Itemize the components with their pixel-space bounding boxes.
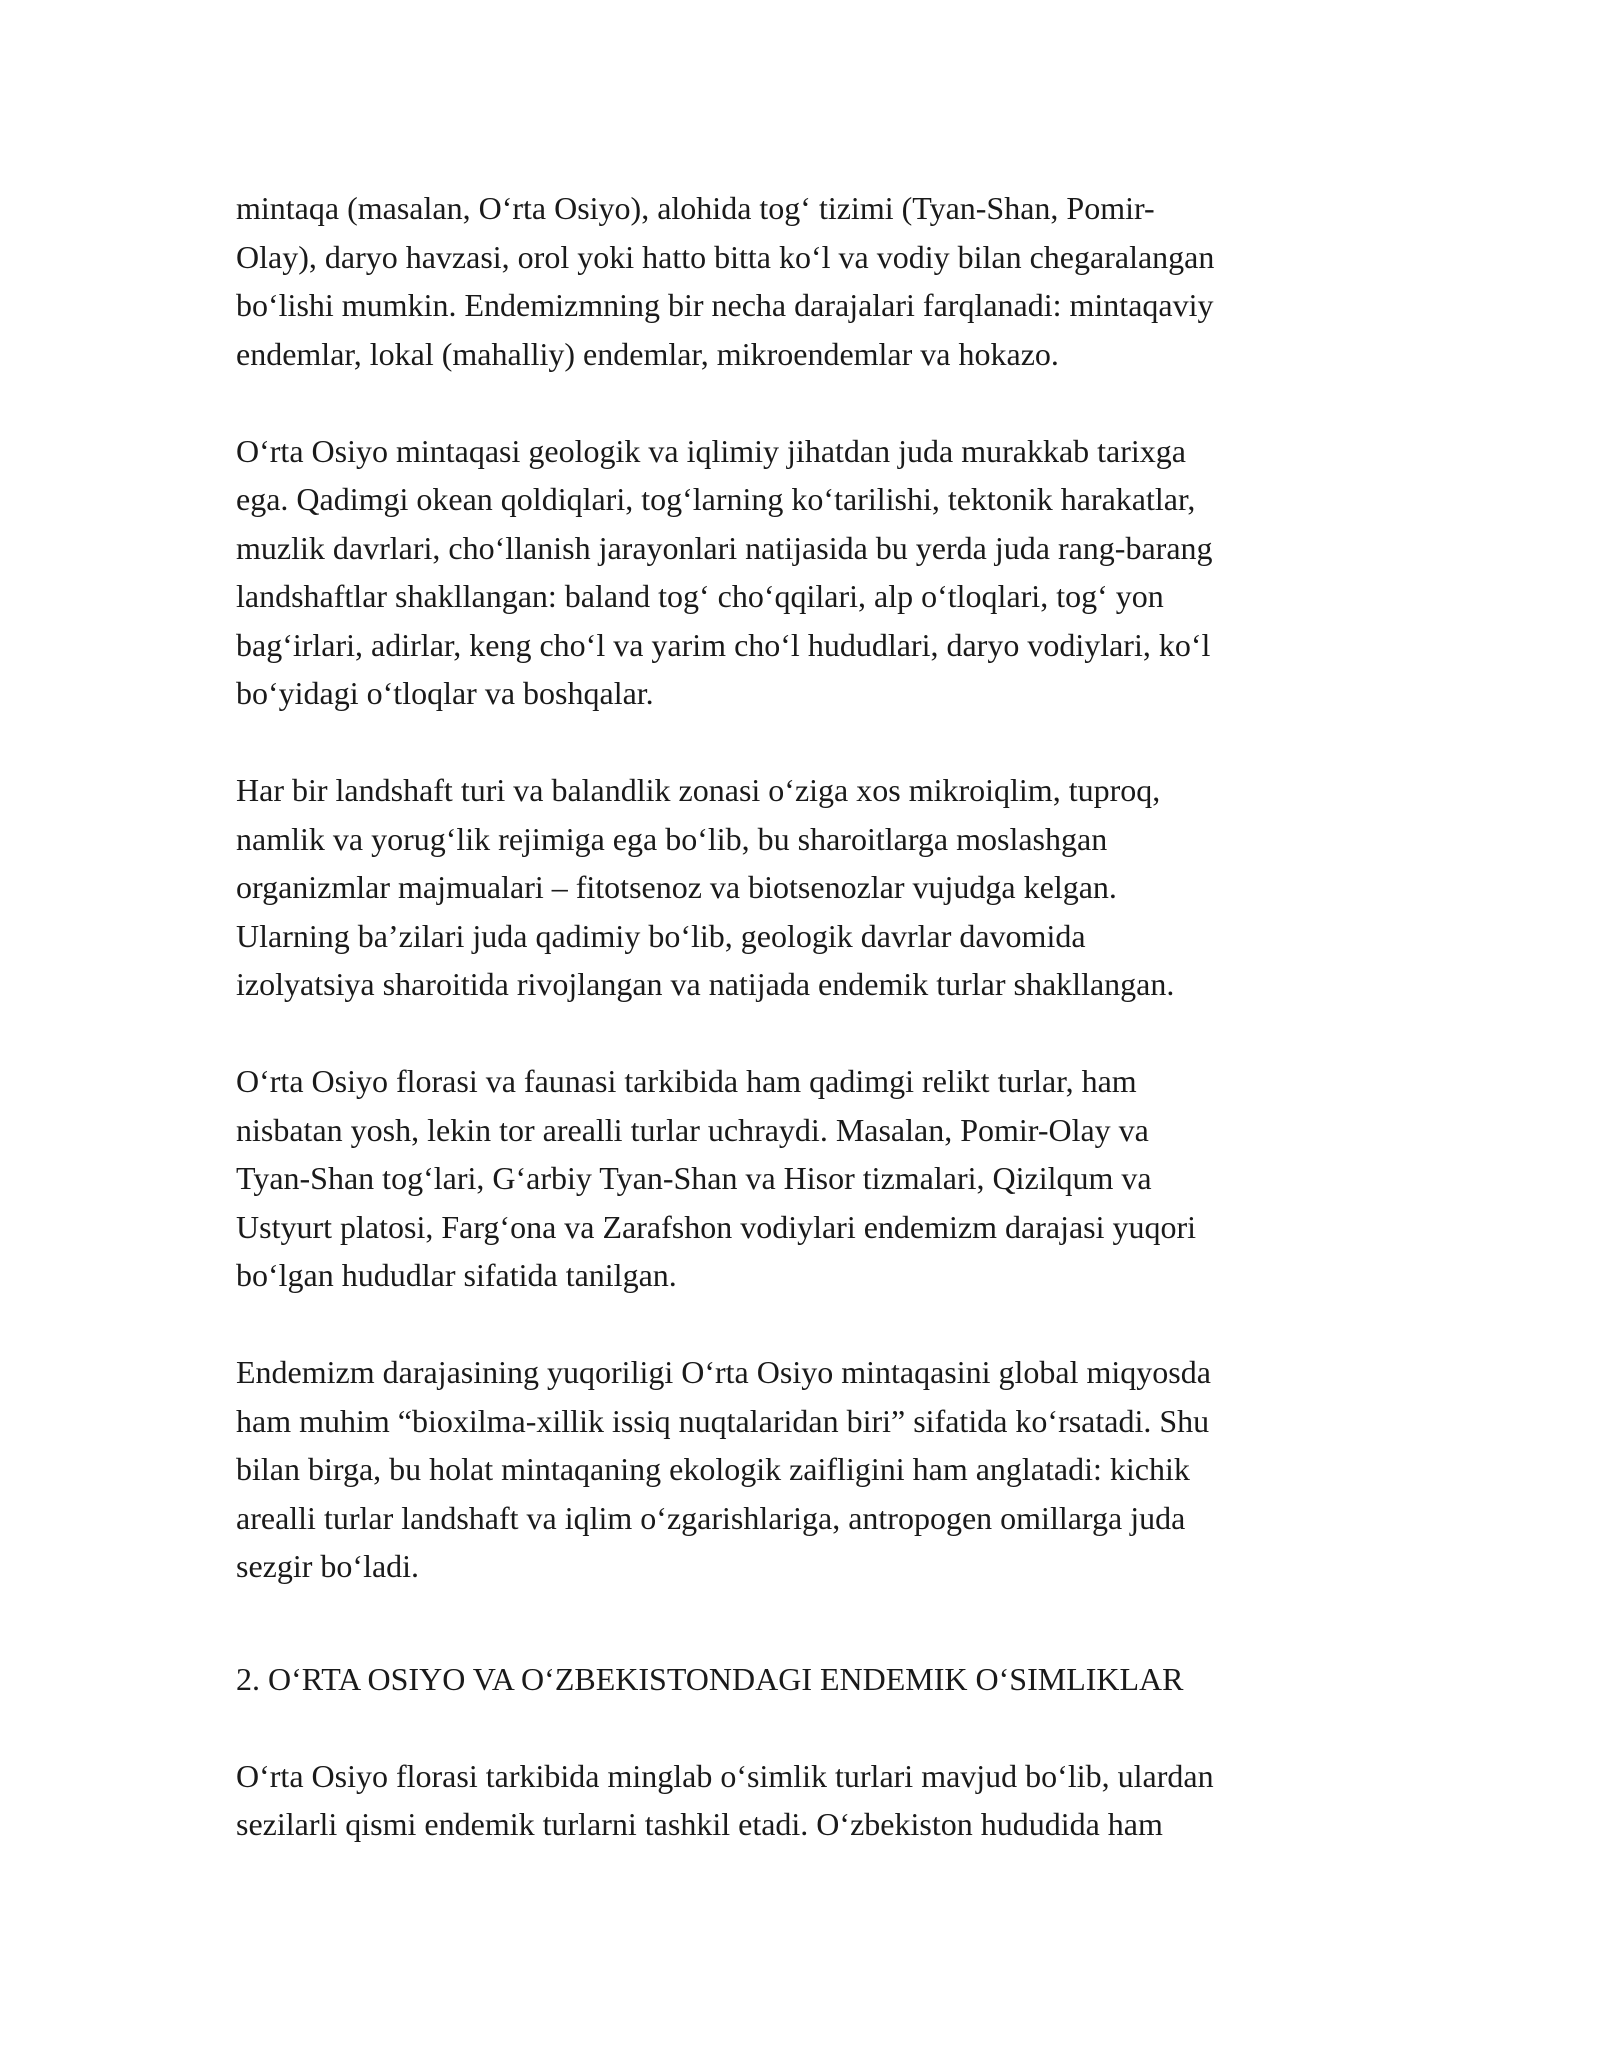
paragraph-landscape-zones: [236, 766, 1366, 1009]
text-line: organizmlar majmualari – fitotsenoz va biotsenozlar vujudga kelgan.: [236, 869, 1117, 905]
text-line: mintaqa (masalan, O‘rta Osiyo), alohida tog‘ tizimi (Tyan-Shan, Pomir-: [236, 190, 1155, 226]
text-line: ham muhim “bioxilma-xillik issiq nuqtalaridan biri” sifatida ko‘rsatadi. Shu: [236, 1402, 1210, 1439]
paragraph-biodiversity-hotspot: [236, 1348, 1366, 1591]
text-line: sezgir bo‘ladi.: [236, 1548, 420, 1584]
paragraph-spacer: [236, 1703, 1366, 1752]
text-line: arealli turlar landshaft va iqlim o‘zgarishlariga, antropogen omillarga juda: [236, 1499, 1186, 1536]
text-line: muzlik davrlari, cho‘llanish jarayonlari natijasida bu yerda juda rang-barang: [236, 529, 1213, 566]
text-line: Ularning ba’zilari juda qadimiy bo‘lib, geologik davrlar davomida: [236, 917, 1086, 954]
text-line: Har bir landshaft turi va balandlik zonasi o‘ziga xos mikroiqlim, tuproq,: [236, 772, 1161, 808]
document-body: [236, 184, 1366, 1849]
paragraph-flora-fauna: [236, 1057, 1366, 1300]
text-line: bag‘irlari, adirlar, keng cho‘l va yarim cho‘l hududlari, daryo vodiylari, ko‘l: [236, 626, 1211, 663]
text-line: izolyatsiya sharoitida rivojlangan va natijada endemik turlar shakllangan.: [236, 966, 1175, 1002]
paragraph-spacer: [236, 718, 1366, 767]
text-line: endemlar, lokal (mahalliy) endemlar, mikroendemlar va hokazo.: [236, 335, 1059, 372]
text-line: namlik va yorug‘lik rejimiga ega bo‘lib, bu sharoitlarga moslashgan: [236, 820, 1108, 857]
section-heading: [236, 1655, 1366, 1704]
text-line: bilan birga, bu holat mintaqaning ekologik zaifligini ham anglatadi: kichik: [236, 1451, 1190, 1487]
text-line: O‘rta Osiyo florasi tarkibida minglab o‘simlik turlari mavjud bo‘lib, ulardan: [236, 1757, 1214, 1794]
paragraph-endemic-plants: [236, 1752, 1366, 1849]
paragraph-spacer: [236, 378, 1366, 427]
text-line: bo‘lgan hududlar sifatida tanilgan.: [236, 1257, 677, 1293]
text-line: sezilarli qismi endemik turlarni tashkil etadi. O‘zbekiston hududida ham: [236, 1806, 1163, 1842]
text-line: Ustyurt platosi, Farg‘ona va Zarafshon vodiylari endemizm darajasi yuqori: [236, 1208, 1197, 1245]
paragraph-geology-climate: [236, 427, 1366, 718]
text-line: nisbatan yosh, lekin tor arealli turlar uchraydi. Masalan, Pomir-Olay va: [236, 1111, 1149, 1148]
text-line: O‘rta Osiyo mintaqasi geologik va iqlimiy jihatdan juda murakkab tarixga: [236, 432, 1186, 469]
paragraph-spacer: [236, 1009, 1366, 1058]
text-line: Endemizm darajasining yuqoriligi O‘rta Osiyo mintaqasini global miqyosda: [236, 1354, 1211, 1390]
text-line: bo‘lishi mumkin. Endemizmning bir necha darajalari farqlanadi: mintaqaviy: [236, 287, 1214, 323]
text-line: landshaftlar shakllangan: baland tog‘ cho‘qqilari, alp o‘tloqlari, tog‘ yon: [236, 578, 1164, 614]
section-spacer: [236, 1591, 1366, 1655]
section-heading-text: 2. O‘RTA OSIYO VA O‘ZBEKISTONDAGI ENDEMIK O‘SIMLIKLAR: [236, 1660, 1184, 1697]
text-line: O‘rta Osiyo florasi va faunasi tarkibida ham qadimgi relikt turlar, ham: [236, 1063, 1137, 1099]
text-line: bo‘yidagi o‘tloqlar va boshqalar.: [236, 675, 654, 711]
text-line: Tyan-Shan tog‘lari, G‘arbiy Tyan-Shan va Hisor tizmalari, Qizilqum va: [236, 1160, 1152, 1196]
text-line: Olay), daryo havzasi, orol yoki hatto bitta ko‘l va vodiy bilan chegaralangan: [236, 238, 1215, 275]
text-line: ega. Qadimgi okean qoldiqlari, tog‘larning ko‘tarilishi, tektonik harakatlar,: [236, 481, 1196, 517]
paragraph-spacer: [236, 1300, 1366, 1349]
paragraph-endemism-levels: [236, 184, 1366, 378]
